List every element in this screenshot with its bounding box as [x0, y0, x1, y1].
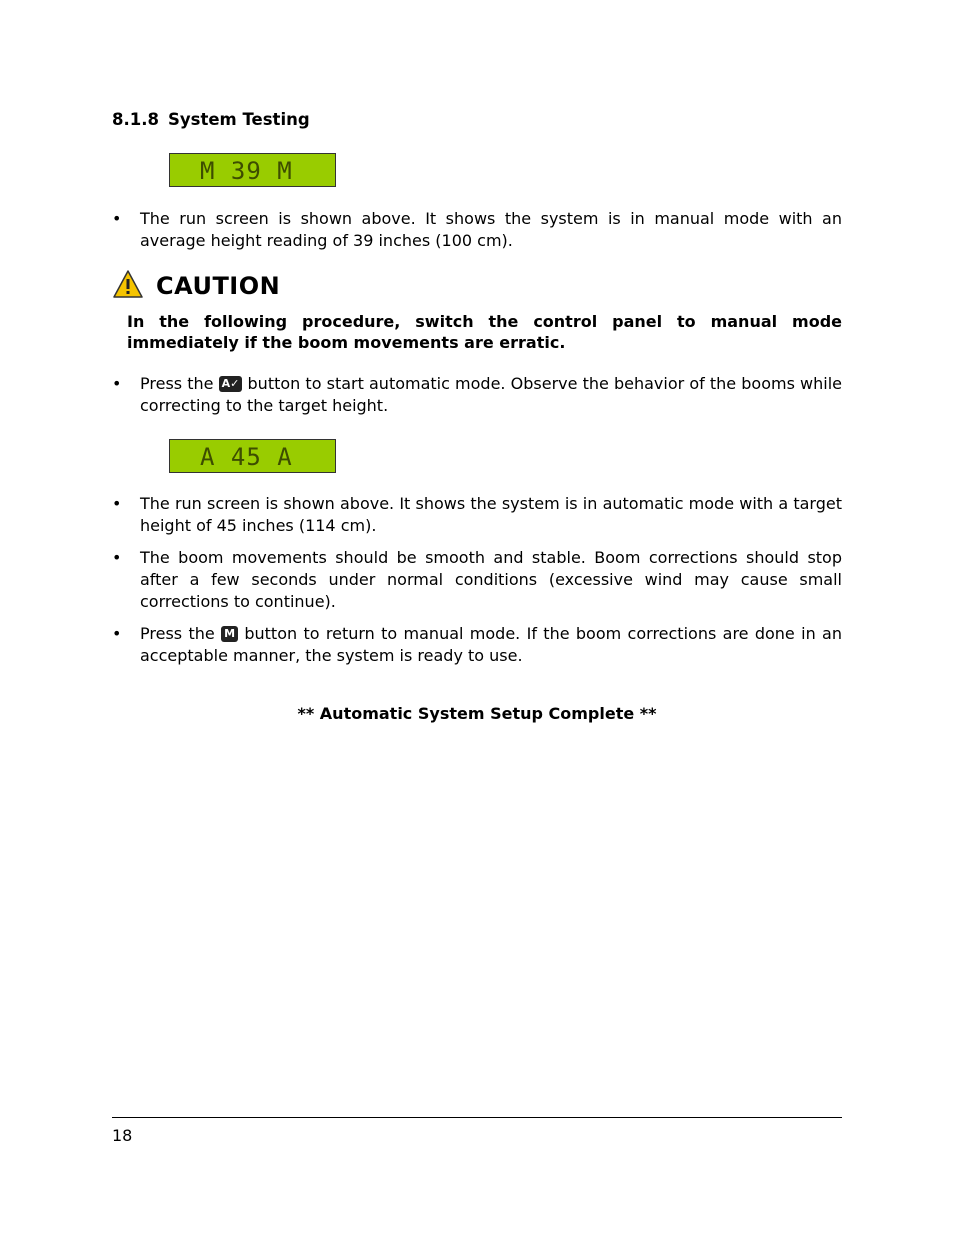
- bullet-dot: •: [112, 209, 122, 228]
- bullet-text: The run screen is shown above. It shows the system is in automatic mode with a target height of 45 inches (114 cm).: [140, 494, 842, 535]
- caution-header: [112, 270, 280, 302]
- setup-complete-text: ** Automatic System Setup Complete **: [297, 704, 657, 723]
- section-number: 8.1.8: [112, 110, 159, 129]
- caution-text: In the following procedure, switch the control panel to manual mode immediately if the boom movements are erratic.: [127, 312, 842, 352]
- page-number: 18: [112, 1126, 133, 1145]
- bullet-text: The boom movements should be smooth and stable. Boom corrections should stop after a few seconds under normal conditions (excessive wind may cause small corrections to continue).: [140, 548, 842, 611]
- bullet-text: The run screen is shown above. It shows the system is in manual mode with an average height reading of 39 inches (100 cm).: [140, 209, 842, 250]
- manual-key-icon: M: [221, 626, 238, 642]
- bullet-boom-movements: [112, 547, 842, 613]
- bullet-text-before: Press the: [140, 624, 215, 643]
- lcd-run-screen-auto: A 45 A: [169, 439, 336, 473]
- bullet-text: [140, 373, 842, 417]
- bullet-text-after: button to return to manual mode. If the boom corrections are done in an acceptable manner, the system is ready to use.: [140, 624, 842, 665]
- auto-key-icon: A✓: [219, 376, 243, 392]
- bullet-text: [140, 623, 842, 667]
- bullet-dot: •: [112, 494, 122, 513]
- bullet-dot: •: [112, 548, 122, 567]
- bullet-text-before: Press the: [140, 374, 214, 393]
- bullet-dot: •: [112, 624, 122, 643]
- bullet-manual-mode: [112, 208, 842, 252]
- section-title: System Testing: [168, 110, 310, 129]
- caution-label: CAUTION: [156, 272, 281, 300]
- bullet-press-manual: [112, 623, 842, 667]
- bullet-dot: •: [112, 374, 122, 393]
- lcd-run-screen-manual: M 39 M: [169, 153, 336, 187]
- bullet-press-auto: [112, 373, 842, 417]
- footer-rule: [112, 1117, 842, 1118]
- bullet-auto-mode: [112, 493, 842, 537]
- warning-triangle-icon: [112, 269, 144, 303]
- bullet-text-after: button to start automatic mode. Observe the behavior of the booms while correcting to the target height.: [140, 374, 843, 415]
- section-heading: [112, 110, 310, 129]
